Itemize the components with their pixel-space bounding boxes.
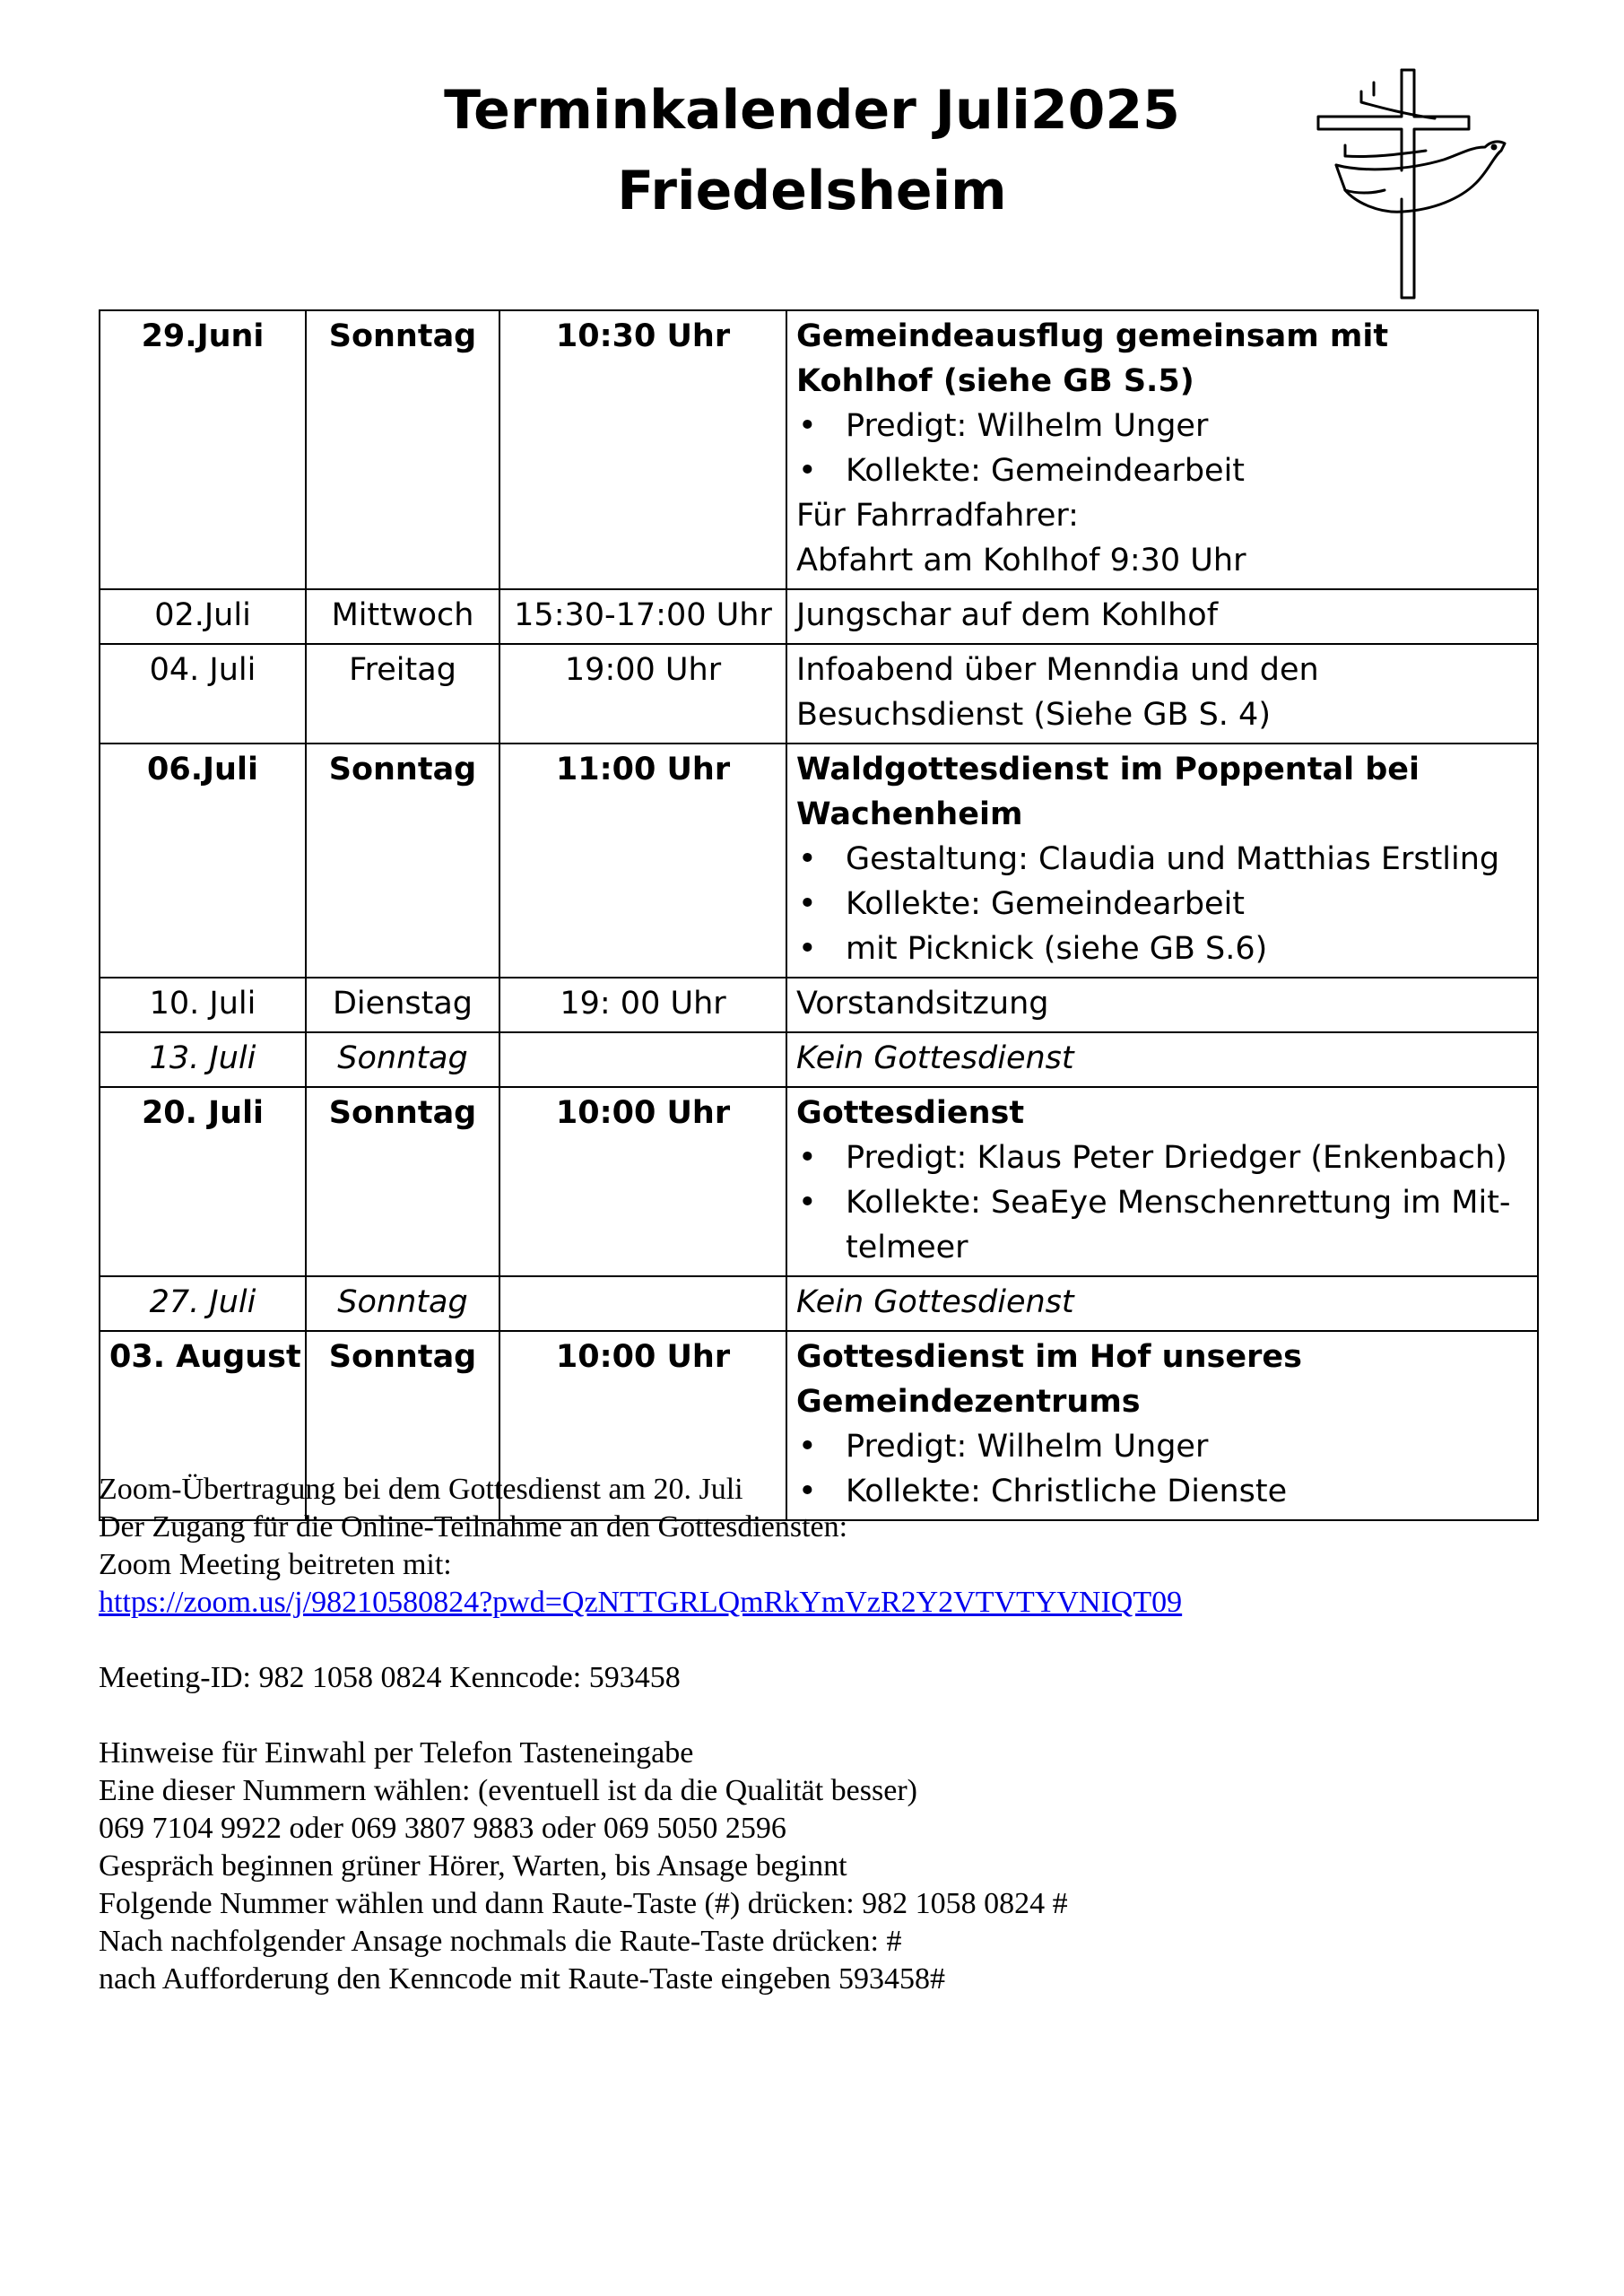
event-day: Sonntag <box>306 1276 499 1331</box>
zoom-info <box>99 1471 1551 1998</box>
bullet-item: • Kollekte: SeaEye Menschenrettung im Mit-telmeer <box>796 1180 1528 1270</box>
event-bullets <box>796 1135 1528 1270</box>
event-time: 15:30-17:00 Uhr <box>499 589 786 644</box>
event-description <box>786 1087 1538 1276</box>
zoom-link[interactable]: https://zoom.us/j/98210580824?pwd=QzNTTGRLQmRkYmVzR2Y2VTVTYVNIQT09 <box>99 1586 1183 1619</box>
start-call-line: Gespräch beginnen grüner Hörer, Warten, bis Ansage beginnt <box>99 1849 847 1883</box>
event-title: Gottesdienst im Hof unseres Gemeindezentrums <box>796 1339 1302 1420</box>
zoom-transmission-line: Zoom-Übertragung bei dem Gottesdienst am 20. Juli <box>99 1473 743 1506</box>
event-title: Jungschar auf dem Kohlhof <box>796 597 1219 633</box>
event-day: Sonntag <box>306 1032 499 1087</box>
table-row <box>100 644 1538 744</box>
dial-meeting-line: Folgende Nummer wählen und dann Raute-Taste (#) drücken: 982 1058 0824 # <box>99 1887 1068 1920</box>
bullet-item: • mit Picknick (siehe GB S.6) <box>796 926 1528 971</box>
event-title: Gottesdienst <box>796 1095 1025 1131</box>
title-line-2: Friedelsheim <box>617 160 1007 222</box>
event-time: 10:00 Uhr <box>499 1331 786 1520</box>
event-day: Sonntag <box>306 310 499 589</box>
event-day: Freitag <box>306 644 499 744</box>
event-date: 02.Juli <box>100 589 306 644</box>
event-description <box>786 644 1538 744</box>
table-row <box>100 744 1538 978</box>
event-time: 11:00 Uhr <box>499 744 786 978</box>
event-description <box>786 310 1538 589</box>
event-description <box>786 744 1538 978</box>
event-time: 19: 00 Uhr <box>499 978 786 1032</box>
event-date: 03. August <box>100 1331 306 1520</box>
event-title: Kein Gottesdienst <box>796 1040 1074 1076</box>
event-title: Vorstandsitzung <box>796 986 1049 1022</box>
event-date: 04. Juli <box>100 644 306 744</box>
choose-number-line: Eine dieser Nummern wählen: (eventuell ist da die Qualität besser) <box>99 1774 917 1807</box>
table-row <box>100 310 1538 589</box>
event-day: Sonntag <box>306 744 499 978</box>
event-description <box>786 1032 1538 1087</box>
cross-dove-icon <box>1309 65 1524 307</box>
bullet-item: • Kollekte: Gemeindearbeit <box>796 448 1528 493</box>
event-bullets <box>796 404 1528 493</box>
event-day: Sonntag <box>306 1331 499 1520</box>
bullet-item: • Gestaltung: Claudia und Matthias Erstling <box>796 837 1528 882</box>
table-row <box>100 978 1538 1032</box>
enter-code-line: nach Aufforderung den Kenncode mit Raute-Taste eingeben 593458# <box>99 1962 945 1996</box>
table-row <box>100 1087 1538 1276</box>
press-hash-line: Nach nachfolgender Ansage nochmals die Raute-Taste drücken: # <box>99 1925 902 1958</box>
event-description <box>786 589 1538 644</box>
bullet-item: • Predigt: Wilhelm Unger <box>796 404 1528 448</box>
event-time <box>499 1032 786 1087</box>
event-title: Infoabend über Menndia und den Besuchsdienst (Siehe GB S. 4) <box>796 652 1319 733</box>
event-time: 10:00 Uhr <box>499 1087 786 1276</box>
event-date: 13. Juli <box>100 1032 306 1087</box>
table-row <box>100 1276 1538 1331</box>
event-day: Dienstag <box>306 978 499 1032</box>
event-date: 10. Juli <box>100 978 306 1032</box>
table-row <box>100 1032 1538 1087</box>
phone-numbers-line: 069 7104 9922 oder 069 3807 9883 oder 069 5050 2596 <box>99 1812 786 1845</box>
event-title: Waldgottesdienst im Poppental bei Wachenheim <box>796 752 1420 832</box>
bullet-item: • Kollekte: Christliche Dienste <box>796 1469 1528 1514</box>
event-date: 29.Juni <box>100 310 306 589</box>
event-title: Gemeindeausflug gemeinsam mit Kohlhof (siehe GB S.5) <box>796 318 1389 399</box>
event-note: Für Fahrradfahrer: <box>796 498 1079 534</box>
event-time <box>499 1276 786 1331</box>
event-time: 10:30 Uhr <box>499 310 786 589</box>
phone-heading: Hinweise für Einwahl per Telefon Tasteneingabe <box>99 1736 694 1770</box>
events-table <box>99 309 1539 1521</box>
event-bullets <box>796 837 1528 971</box>
bullet-item: • Kollekte: Gemeindearbeit <box>796 882 1528 926</box>
event-day: Mittwoch <box>306 589 499 644</box>
event-date: 20. Juli <box>100 1087 306 1276</box>
event-date: 27. Juli <box>100 1276 306 1331</box>
event-note: Abfahrt am Kohlhof 9:30 Uhr <box>796 543 1246 578</box>
join-line: Zoom Meeting beitreten mit: <box>99 1548 452 1581</box>
event-date: 06.Juli <box>100 744 306 978</box>
table-row <box>100 589 1538 644</box>
bullet-item: • Predigt: Wilhelm Unger <box>796 1424 1528 1469</box>
event-description <box>786 1276 1538 1331</box>
event-time: 19:00 Uhr <box>499 644 786 744</box>
event-description <box>786 978 1538 1032</box>
bullet-item: • Predigt: Klaus Peter Driedger (Enkenbach) <box>796 1135 1528 1180</box>
event-title: Kein Gottesdienst <box>796 1284 1074 1320</box>
access-line: Der Zugang für die Online-Teilnahme an den Gottesdiensten: <box>99 1510 848 1544</box>
meeting-id-line: Meeting-ID: 982 1058 0824 Kenncode: 593458 <box>99 1661 681 1694</box>
event-day: Sonntag <box>306 1087 499 1276</box>
title-line-1: Terminkalender Juli2025 <box>444 79 1180 142</box>
